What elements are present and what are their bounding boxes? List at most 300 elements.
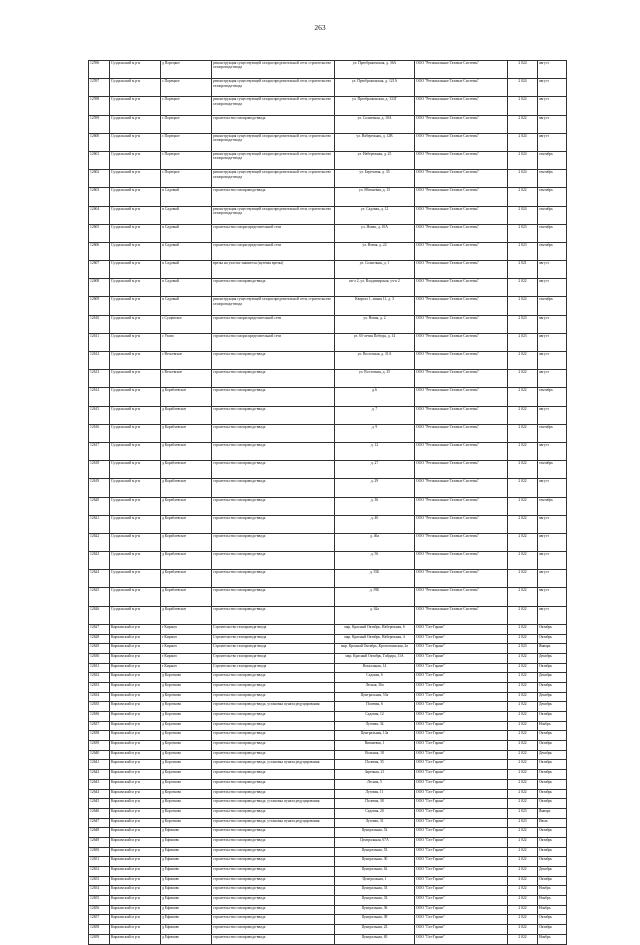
work-type-cell: строительство газопровода-ввода — [212, 352, 335, 370]
month-cell: Октябрь — [538, 799, 567, 809]
year-cell: 2 022 — [508, 702, 538, 712]
contractor-cell: ООО "Региональные Газовые Системы" — [415, 533, 508, 551]
contractor-cell: ООО "Газ-Гарант" — [415, 760, 508, 770]
table-row — [89, 624, 567, 634]
contractor-cell: ООО "Газ-Гарант" — [415, 731, 508, 741]
year-cell: 2 022 — [508, 750, 538, 760]
month-cell: август — [538, 97, 567, 115]
table-row — [89, 442, 567, 460]
row-number: 12642 — [89, 770, 110, 780]
contractor-cell: ООО "Газ-Гарант" — [415, 867, 508, 877]
year-cell: 2 023 — [508, 242, 538, 260]
row-number: 12609 — [89, 297, 110, 315]
row-number: 12630 — [89, 653, 110, 663]
settlement-cell: с Порецкое — [161, 170, 212, 188]
district-cell: Суздальский м р-н — [110, 479, 161, 497]
table-row — [89, 886, 567, 896]
table-row — [89, 702, 567, 712]
gasification-table — [88, 60, 567, 945]
contractor-cell: ООО "Газ-Гарант" — [415, 934, 508, 944]
address-cell: Заречная, 21 — [335, 770, 415, 780]
year-cell: 2 024 — [508, 170, 538, 188]
row-number: 12596 — [89, 61, 110, 79]
contractor-cell: ООО "Региональные Газовые Системы" — [415, 333, 508, 351]
month-cell: Ноябрь — [538, 886, 567, 896]
district-cell: Киржачский м р-н — [110, 905, 161, 915]
work-type-cell: строительство газопровода-ввода, установка пункта редуцирования — [212, 799, 335, 809]
row-number: 12610 — [89, 315, 110, 333]
district-cell: Киржачский м р-н — [110, 702, 161, 712]
settlement-cell: д Ефимово — [161, 886, 212, 896]
work-type-cell: Строительство газопровода-ввода — [212, 653, 335, 663]
month-cell: август — [538, 352, 567, 370]
settlement-cell: д Коротково — [161, 750, 212, 760]
year-cell: 2 022 — [508, 799, 538, 809]
work-type-cell: строительство газопровода-ввода, установка пункта редуцирования — [212, 760, 335, 770]
year-cell: 2 022 — [508, 760, 538, 770]
address-cell: д. 27 — [335, 461, 415, 479]
contractor-cell: ООО "Региональные Газовые Системы" — [415, 515, 508, 533]
district-cell: Киржачский м р-н — [110, 663, 161, 673]
address-cell: ул. Набережная, д. 12В — [335, 133, 415, 151]
address-cell: ул. Набережная, д. 25 — [335, 151, 415, 169]
district-cell: Киржачский м р-н — [110, 867, 161, 877]
address-cell: Центральная, 62 — [335, 867, 415, 877]
work-type-cell: строительство газопровода-ввода — [212, 673, 335, 683]
table-row — [89, 789, 567, 799]
table-row — [89, 461, 567, 479]
row-number: 12623 — [89, 552, 110, 570]
year-cell: 2 022 — [508, 588, 538, 606]
district-cell: Киржачский м р-н — [110, 896, 161, 906]
settlement-cell: д Ефимово — [161, 828, 212, 838]
row-number: 12636 — [89, 712, 110, 722]
district-cell: Суздальский м р-н — [110, 333, 161, 351]
month-cell: август — [538, 133, 567, 151]
table-row — [89, 770, 567, 780]
year-cell: 2 022 — [508, 515, 538, 533]
address-cell: ул. Новая, д. 22 — [335, 242, 415, 260]
table-row — [89, 352, 567, 370]
district-cell: Суздальский м р-н — [110, 61, 161, 79]
district-cell: Суздальский м р-н — [110, 570, 161, 588]
settlement-cell: д Кораблевское — [161, 461, 212, 479]
table-row — [89, 206, 567, 224]
work-type-cell: строительство газопровода-ввода — [212, 808, 335, 818]
row-number: 12651 — [89, 857, 110, 867]
year-cell: 2 024 — [508, 61, 538, 79]
year-cell: 2 022 — [508, 497, 538, 515]
contractor-cell: ООО "Региональные Газовые Системы" — [415, 388, 508, 406]
month-cell: Декабрь — [538, 673, 567, 683]
address-cell: ул. Яблоневая, д. 15 — [335, 188, 415, 206]
row-number: 12599 — [89, 115, 110, 133]
settlement-cell: д Ефимово — [161, 876, 212, 886]
settlement-cell: д Кораблевское — [161, 424, 212, 442]
address-cell: д. 36 — [335, 497, 415, 515]
month-cell: Июль — [538, 818, 567, 828]
district-cell: Суздальский м р-н — [110, 424, 161, 442]
address-cell: Центральная, 65 — [335, 934, 415, 944]
address-cell: мкр. Красный Октябрь, Кропоткинская, 2а — [335, 644, 415, 654]
row-number: 12603 — [89, 188, 110, 206]
table-row — [89, 808, 567, 818]
row-number: 12601 — [89, 151, 110, 169]
month-cell: Октябрь — [538, 712, 567, 722]
settlement-cell: д Кораблевское — [161, 588, 212, 606]
row-number: 12648 — [89, 828, 110, 838]
row-number: 12619 — [89, 479, 110, 497]
district-cell: Суздальский м р-н — [110, 79, 161, 97]
work-type-cell: строительство газопровода-ввода — [212, 515, 335, 533]
month-cell: август — [538, 606, 567, 624]
settlement-cell: д Коротково — [161, 673, 212, 683]
month-cell: август — [538, 533, 567, 551]
table-row — [89, 896, 567, 906]
row-number: 12653 — [89, 876, 110, 886]
contractor-cell: ООО "Региональные Газовые Системы" — [415, 261, 508, 279]
year-cell: 2 022 — [508, 731, 538, 741]
month-cell: август — [538, 588, 567, 606]
address-cell: ул. Преображенская, д. 36А — [335, 61, 415, 79]
contractor-cell: ООО "Газ-Гарант" — [415, 770, 508, 780]
contractor-cell: ООО "Газ-Гарант" — [415, 692, 508, 702]
settlement-cell: д Коротково — [161, 808, 212, 818]
row-number: 12627 — [89, 624, 110, 634]
table-row — [89, 279, 567, 297]
month-cell: Октябрь — [538, 847, 567, 857]
month-cell: сентябрь — [538, 424, 567, 442]
contractor-cell: ООО "Региональные Газовые Системы" — [415, 442, 508, 460]
contractor-cell: ООО "Газ-Гарант" — [415, 673, 508, 683]
contractor-cell: ООО "Региональные Газовые Системы" — [415, 79, 508, 97]
row-number: 12658 — [89, 925, 110, 935]
district-cell: Киржачский м р-н — [110, 799, 161, 809]
month-cell: август — [538, 552, 567, 570]
settlement-cell: д Ефимово — [161, 837, 212, 847]
district-cell: Киржачский м р-н — [110, 634, 161, 644]
district-cell: Суздальский м р-н — [110, 97, 161, 115]
address-cell: Центральная, 33 — [335, 896, 415, 906]
work-type-cell: строительство газопровода-ввода — [212, 442, 335, 460]
settlement-cell: п Садовый — [161, 297, 212, 315]
table-row — [89, 925, 567, 935]
year-cell: 2 022 — [508, 828, 538, 838]
month-cell: Октябрь — [538, 915, 567, 925]
row-number: 12644 — [89, 789, 110, 799]
district-cell: Киржачский м р-н — [110, 624, 161, 634]
row-number: 12647 — [89, 818, 110, 828]
row-number: 12628 — [89, 634, 110, 644]
address-cell: ул. Новая, д. 2 — [335, 315, 415, 333]
table-row — [89, 799, 567, 809]
contractor-cell: ООО "Региональные Газовые Системы" — [415, 242, 508, 260]
district-cell: Киржачский м р-н — [110, 770, 161, 780]
address-cell: Лесная, 36а — [335, 682, 415, 692]
month-cell: август — [538, 406, 567, 424]
row-number: 12624 — [89, 570, 110, 588]
year-cell: 2 022 — [508, 915, 538, 925]
address-cell: мкр. Красный Октябрь, Гайдара, 11А — [335, 653, 415, 663]
work-type-cell: строительство газопровода-ввода, установка пункта редуцирования — [212, 702, 335, 712]
year-cell: 2 022 — [508, 682, 538, 692]
settlement-cell: д Кораблевское — [161, 442, 212, 460]
year-cell: 2 022 — [508, 279, 538, 297]
month-cell: Декабрь — [538, 653, 567, 663]
settlement-cell: д Кораблевское — [161, 552, 212, 570]
settlement-cell: д Коротково — [161, 682, 212, 692]
month-cell: август — [538, 115, 567, 133]
row-number: 12659 — [89, 934, 110, 944]
address-cell: Квартал 1, линия 11, д. 3 — [335, 297, 415, 315]
contractor-cell: ООО "Газ-Гарант" — [415, 682, 508, 692]
year-cell: 2 022 — [508, 388, 538, 406]
month-cell: сентябрь — [538, 206, 567, 224]
address-cell: Центральная, 36 — [335, 905, 415, 915]
month-cell: Декабрь — [538, 867, 567, 877]
row-number: 12643 — [89, 779, 110, 789]
work-type-cell: строительство газопровода-ввода — [212, 750, 335, 760]
month-cell: Ноябрь — [538, 905, 567, 915]
work-type-cell: строительство газопровода-ввода — [212, 552, 335, 570]
work-type-cell: строительство газопровода-ввода — [212, 886, 335, 896]
contractor-cell: ООО "Газ-Гарант" — [415, 663, 508, 673]
district-cell: Киржачский м р-н — [110, 779, 161, 789]
work-type-cell: строительство газопровода-ввода — [212, 712, 335, 722]
settlement-cell: д Ефимово — [161, 905, 212, 915]
year-cell: 2 022 — [508, 925, 538, 935]
contractor-cell: ООО "Региональные Газовые Системы" — [415, 570, 508, 588]
address-cell: д. 46а — [335, 533, 415, 551]
contractor-cell: ООО "Газ-Гарант" — [415, 721, 508, 731]
district-cell: Киржачский м р-н — [110, 750, 161, 760]
district-cell: Киржачский м р-н — [110, 712, 161, 722]
row-number: 12657 — [89, 915, 110, 925]
row-number: 12607 — [89, 261, 110, 279]
work-type-cell: строительство газопровода-ввода — [212, 779, 335, 789]
settlement-cell: д Ефимово — [161, 915, 212, 925]
address-cell: ул. 65-летия Победы, д. 14 — [335, 333, 415, 351]
work-type-cell: строительство газопровода-ввода — [212, 721, 335, 731]
year-cell: 2 022 — [508, 779, 538, 789]
row-number: 12608 — [89, 279, 110, 297]
year-cell: 2 023 — [508, 808, 538, 818]
table-row — [89, 876, 567, 886]
settlement-cell: д Порецкое — [161, 61, 212, 79]
row-number: 12652 — [89, 867, 110, 877]
settlement-cell: п Садовый — [161, 279, 212, 297]
work-type-cell: Строительство газопровода-ввода — [212, 624, 335, 634]
settlement-cell: д Коротково — [161, 818, 212, 828]
month-cell: Октябрь — [538, 741, 567, 751]
month-cell: август — [538, 315, 567, 333]
work-type-cell: реконструкция существующей газораспределительной сети, строительство газопровода-ввода — [212, 170, 335, 188]
contractor-cell: ООО "Региональные Газовые Системы" — [415, 170, 508, 188]
contractor-cell: ООО "Региональные Газовые Системы" — [415, 461, 508, 479]
table-row — [89, 61, 567, 79]
table-row — [89, 79, 567, 97]
district-cell: Киржачский м р-н — [110, 925, 161, 935]
row-number: 12620 — [89, 497, 110, 515]
work-type-cell: врезка на участке заявителя (нулевая врезка) — [212, 261, 335, 279]
work-type-cell: Строительство газопровода-ввода — [212, 634, 335, 644]
row-number: 12655 — [89, 896, 110, 906]
work-type-cell: реконструкция существующей газораспределительной сети, строительство газопровода-ввода — [212, 206, 335, 224]
district-cell: Суздальский м р-н — [110, 261, 161, 279]
settlement-cell: д Коротково — [161, 692, 212, 702]
contractor-cell: ООО "Газ-Гарант" — [415, 915, 508, 925]
address-cell: ул. Преображенская, д. 121А — [335, 79, 415, 97]
contractor-cell: ООО "Региональные Газовые Системы" — [415, 315, 508, 333]
table-row — [89, 388, 567, 406]
year-cell: 2 022 — [508, 896, 538, 906]
settlement-cell: п Садовый — [161, 206, 212, 224]
settlement-cell: г Киржач — [161, 634, 212, 644]
table-row — [89, 242, 567, 260]
month-cell: сентябрь — [538, 297, 567, 315]
row-number: 12617 — [89, 442, 110, 460]
work-type-cell: строительство газопровода-ввода, установка пункта редуцирования — [212, 818, 335, 828]
address-cell: Вольная, 18 — [335, 750, 415, 760]
settlement-cell: д Ефимово — [161, 867, 212, 877]
contractor-cell: ООО "Газ-Гарант" — [415, 847, 508, 857]
settlement-cell: п Садовый — [161, 242, 212, 260]
settlement-cell: г Киржач — [161, 653, 212, 663]
month-cell: Ноябрь — [538, 721, 567, 731]
month-cell: Октябрь — [538, 682, 567, 692]
district-cell: Киржачский м р-н — [110, 915, 161, 925]
table-row — [89, 261, 567, 279]
year-cell: 2 022 — [508, 934, 538, 944]
year-cell: 2 022 — [508, 905, 538, 915]
table-row — [89, 634, 567, 644]
work-type-cell: строительство газораспределительной сети — [212, 242, 335, 260]
settlement-cell: д Коротково — [161, 760, 212, 770]
year-cell: 2 022 — [508, 406, 538, 424]
contractor-cell: ООО "Газ-Гарант" — [415, 789, 508, 799]
row-number: 12638 — [89, 731, 110, 741]
table-row — [89, 370, 567, 388]
work-type-cell: Строительство газопровода-ввода — [212, 663, 335, 673]
address-cell: д. 12 — [335, 442, 415, 460]
address-cell: Луговая, 34 — [335, 721, 415, 731]
year-cell: 2 022 — [508, 533, 538, 551]
table-row — [89, 588, 567, 606]
settlement-cell: д Кораблевское — [161, 479, 212, 497]
settlement-cell: с Порецкое — [161, 79, 212, 97]
contractor-cell: ООО "Газ-Гарант" — [415, 750, 508, 760]
year-cell: 2 023 — [508, 224, 538, 242]
work-type-cell: строительство газопровода-ввода — [212, 837, 335, 847]
address-cell: Центральная, 1 — [335, 876, 415, 886]
contractor-cell: ООО "Газ-Гарант" — [415, 828, 508, 838]
row-number: 12629 — [89, 644, 110, 654]
row-number: 12635 — [89, 702, 110, 712]
district-cell: Суздальский м р-н — [110, 552, 161, 570]
settlement-cell: д Ефимово — [161, 896, 212, 906]
work-type-cell: строительство газопровода-ввода — [212, 279, 335, 297]
address-cell: ул. Солнечная, д. 10А — [335, 115, 415, 133]
year-cell: 2 022 — [508, 424, 538, 442]
contractor-cell: ООО "Газ-Гарант" — [415, 779, 508, 789]
table-row — [89, 934, 567, 944]
address-cell: ул. Восточная, д. 31А — [335, 352, 415, 370]
table-row — [89, 818, 567, 828]
address-cell: Полевая, 38 — [335, 799, 415, 809]
address-cell: ул. Восточная, д. 35 — [335, 370, 415, 388]
contractor-cell: ООО "Региональные Газовые Системы" — [415, 424, 508, 442]
table-row — [89, 479, 567, 497]
contractor-cell: ООО "Региональные Газовые Системы" — [415, 588, 508, 606]
contractor-cell: ООО "Региональные Газовые Системы" — [415, 206, 508, 224]
address-cell: д. 59Б — [335, 588, 415, 606]
row-number: 12602 — [89, 170, 110, 188]
row-number: 12622 — [89, 533, 110, 551]
month-cell: сентябрь — [538, 242, 567, 260]
settlement-cell: д Коротково — [161, 779, 212, 789]
district-cell: Киржачский м р-н — [110, 741, 161, 751]
year-cell: 2 022 — [508, 479, 538, 497]
district-cell: Киржачский м р-н — [110, 789, 161, 799]
year-cell: 2 022 — [508, 461, 538, 479]
settlement-cell: д Кораблевское — [161, 606, 212, 624]
address-cell: Вишневая, 1 — [335, 741, 415, 751]
month-cell: Декабрь — [538, 750, 567, 760]
year-cell: 2 023 — [508, 315, 538, 333]
table-row — [89, 151, 567, 169]
year-cell: 2 022 — [508, 352, 538, 370]
work-type-cell: строительство газораспределительной сети — [212, 333, 335, 351]
month-cell: август — [538, 261, 567, 279]
address-cell: мкр. Красный Октябрь, Набережная, 4 — [335, 634, 415, 644]
contractor-cell: ООО "Региональные Газовые Системы" — [415, 352, 508, 370]
year-cell: 2 022 — [508, 115, 538, 133]
month-cell: август — [538, 570, 567, 588]
month-cell: Октябрь — [538, 634, 567, 644]
contractor-cell: ООО "Газ-Гарант" — [415, 808, 508, 818]
row-number: 12618 — [89, 461, 110, 479]
month-cell: август — [538, 61, 567, 79]
address-cell: Полевая, 6 — [335, 702, 415, 712]
row-number: 12621 — [89, 515, 110, 533]
work-type-cell: строительство газопровода-ввода — [212, 925, 335, 935]
district-cell: Суздальский м р-н — [110, 406, 161, 424]
work-type-cell: строительство газопровода-ввода — [212, 905, 335, 915]
table-row — [89, 741, 567, 751]
district-cell: Суздальский м р-н — [110, 370, 161, 388]
district-cell: Суздальский м р-н — [110, 242, 161, 260]
settlement-cell: д Кораблевское — [161, 515, 212, 533]
address-cell: Садовая, 12 — [335, 712, 415, 722]
month-cell: август — [538, 370, 567, 388]
month-cell: август — [538, 442, 567, 460]
month-cell: Октябрь — [538, 857, 567, 867]
table-row — [89, 133, 567, 151]
table-row — [89, 750, 567, 760]
table-row — [89, 644, 567, 654]
row-number: 12616 — [89, 424, 110, 442]
row-number: 12640 — [89, 750, 110, 760]
contractor-cell: ООО "Газ-Гарант" — [415, 702, 508, 712]
address-cell: Центральная, 53а — [335, 692, 415, 702]
work-type-cell: строительство газопровода-ввода — [212, 915, 335, 925]
contractor-cell: ООО "Газ-Гарант" — [415, 624, 508, 634]
row-number: 12614 — [89, 388, 110, 406]
work-type-cell: реконструкция существующей газораспределительной сети, строительство газопровода-ввода — [212, 97, 335, 115]
contractor-cell: ООО "Региональные Газовые Системы" — [415, 497, 508, 515]
settlement-cell: д Ефимово — [161, 847, 212, 857]
month-cell: сентябрь — [538, 388, 567, 406]
